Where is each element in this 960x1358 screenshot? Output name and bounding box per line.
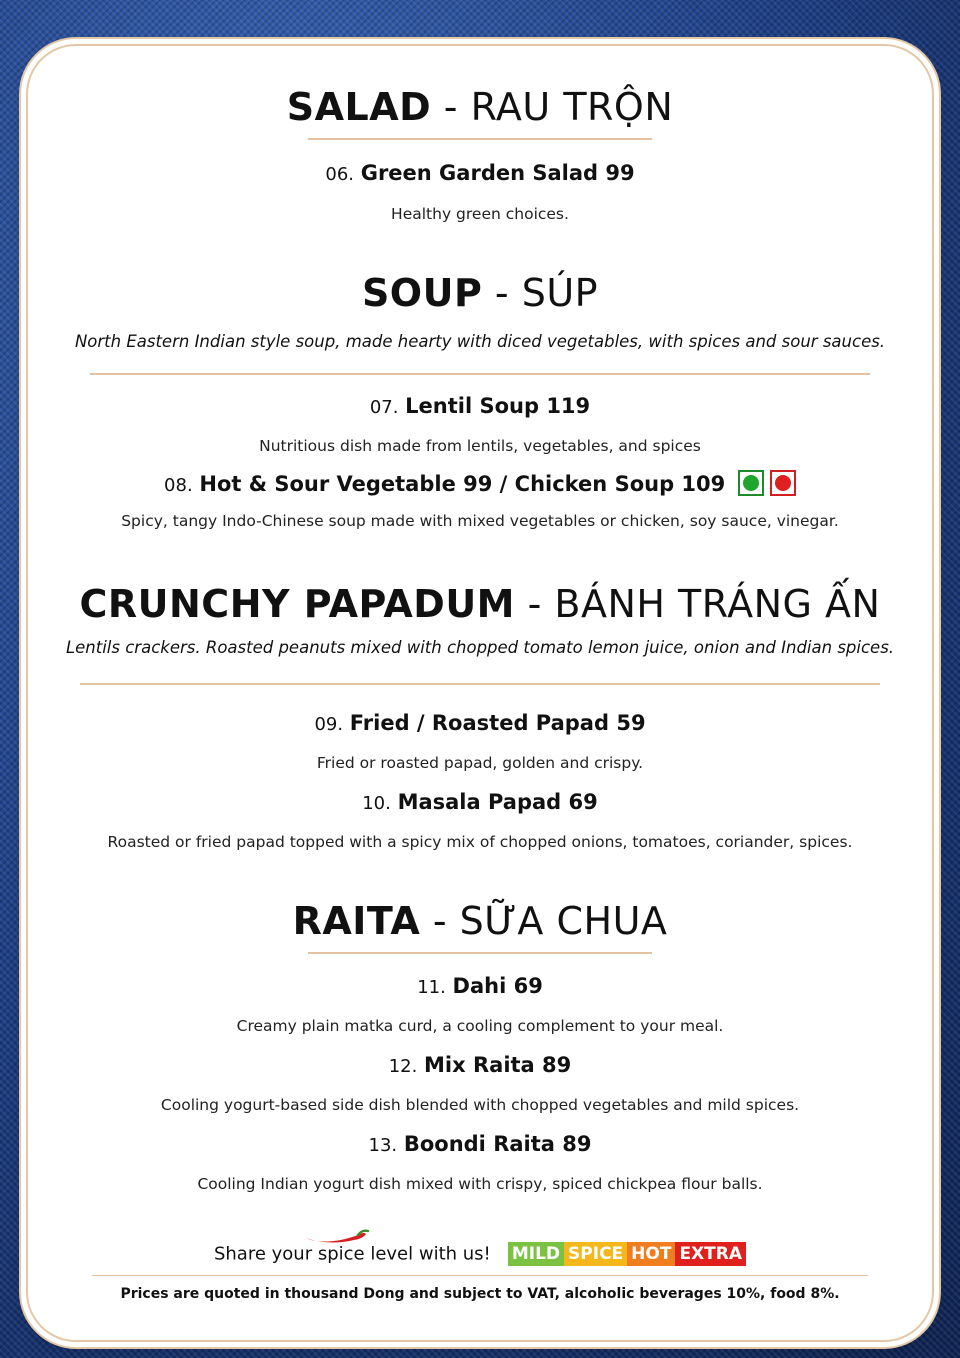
menu-item-description: Cooling Indian yogurt dish mixed with crispy, spiced chickpea flour balls. [197,1175,763,1193]
menu-item: 10. Masala Papad 69 [362,790,598,814]
menu-item-description: Creamy plain matka curd, a cooling complement to your meal. [236,1017,724,1035]
menu-item-description: Nutritious dish made from lentils, vegetables, and spices [259,437,701,455]
footer-divider [92,1275,868,1276]
section-title-soup: SOUP - SÚP [361,271,599,315]
section-divider [80,683,880,685]
menu-item: 13. Boondi Raita 89 [368,1132,592,1156]
section-divider [90,373,870,375]
menu-item: 09. Fried / Roasted Papad 59 [314,711,646,735]
section-divider [308,952,652,954]
price-note: Prices are quoted in thousand Dong and subject to VAT, alcoholic beverages 10%, food 8%. [120,1286,840,1302]
spice-badge-mild: MILD [508,1242,564,1266]
section-intro-soup: North Eastern Indian style soup, made hearty with diced vegetables, with spices and sour sauces. [74,332,886,351]
spice-badge-hot: HOT [627,1242,675,1266]
menu-item: 06. Green Garden Salad 99 [325,161,635,185]
section-divider [308,138,652,140]
section-title-papadum: CRUNCHY PAPADUM - BÁNH TRÁNG ẤN [79,582,881,626]
menu-item: 07. Lentil Soup 119 [369,394,591,418]
menu-item-description: Fried or roasted papad, golden and crispy. [316,754,644,772]
menu-item-description: Roasted or fried papad topped with a spicy mix of chopped onions, tomatoes, coriander, spices. [107,833,853,851]
spice-badge-spice: SPICE [564,1242,627,1266]
spice-level-badges [508,1242,746,1266]
veg-icon [738,470,764,496]
menu-item: 12. Mix Raita 89 [388,1053,572,1077]
menu-item-description: Spicy, tangy Indo-Chinese soup made with mixed vegetables or chicken, soy sauce, vinegar. [121,512,839,530]
menu-item: 08. Hot & Sour Vegetable 99 / Chicken Soup 109 [0,470,960,496]
non-veg-icon [770,470,796,496]
section-title-salad: SALAD - RAU TRỘN [286,85,674,129]
spice-badge-extra: EXTRA [675,1242,746,1266]
menu-item: 11. Dahi 69 [417,974,543,998]
menu-item-description: Healthy green choices. [391,205,569,223]
menu-item-description: Cooling yogurt-based side dish blended with chopped vegetables and mild spices. [160,1096,800,1114]
section-intro-papadum: Lentils crackers. Roasted peanuts mixed with chopped tomato lemon juice, onion and Indian spices. [65,638,895,657]
section-title-raita: RAITA - SỮA CHUA [292,899,668,943]
spice-level-text: Share your spice level with us! [213,1243,491,1265]
spice-level-row [0,1242,960,1266]
